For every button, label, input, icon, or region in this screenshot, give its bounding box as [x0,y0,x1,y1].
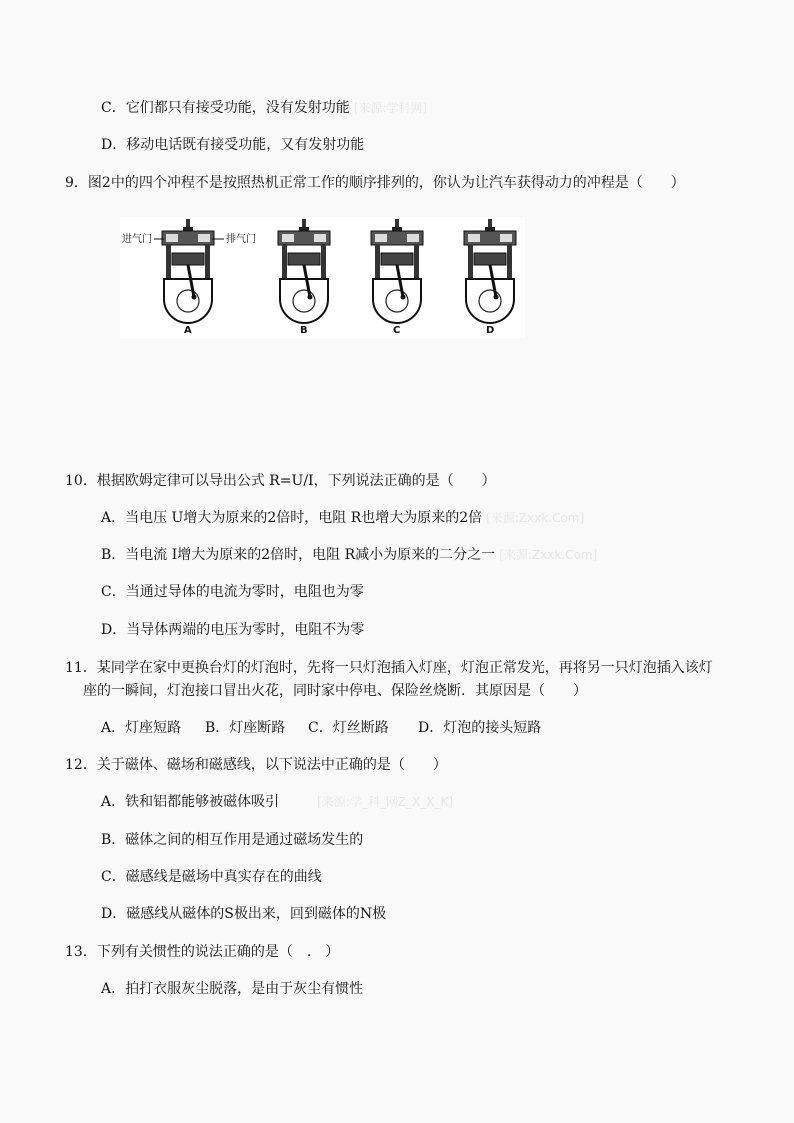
q11-option-b: B．灯座断路 [205,720,286,736]
q10-option-a-text: A．当电压 U增大为原来的2倍时，电阻 R也增大为原来的2倍 [101,510,483,526]
engine-strokes-figure [120,217,525,338]
q10-option-a [101,509,584,527]
q12-option-c: C．磁感线是磁场中真实存在的曲线 [101,869,322,885]
q10-option-c: C．当通过导体的电流为零时，电阻也为零 [101,584,364,600]
q12-stem: 12．关于磁体、磁场和磁感线，以下说法中正确的是（ ） [65,757,447,773]
q11-option-a: A．灯座短路 [101,720,182,736]
exhaust-valve-label: 排气门 [226,234,256,245]
q9-stem: 9．图2中的四个冲程不是按照热机正常工作的顺序排列的，你认为让汽车获得动力的冲程是（ ） [65,175,685,191]
caption-b: B [300,325,308,336]
q8-option-c-text: C．它们都只有接受功能，没有发射功能 [101,100,350,116]
q11-stem-line2: 座的一瞬间，灯泡接口冒出火花，同时家中停电、保险丝烧断．其原因是（ ） [83,683,587,699]
caption-c: C [393,325,401,336]
engine-a [162,219,214,323]
q10-option-d: D．当导体两端的电压为零时，电阻不为零 [101,622,365,638]
watermark: [来源:学_科_网Z_X_X_K] [317,795,454,809]
q11-options [101,719,541,737]
engine-d [464,219,516,323]
engine-strokes-diagram [120,217,525,338]
q11-option-c: C．灯丝断路 [308,720,389,736]
caption-a: A [184,325,192,336]
q10-option-b-text: B．当电流 I增大为原来的2倍时，电阻 R减小为原来的二分之一 [101,547,496,563]
q13-option-a: A．拍打衣服灰尘脱落，是由于灰尘有惯性 [101,981,364,997]
q11-stem-line1: 11．某同学在家中更换台灯的灯泡时，先将一只灯泡插入灯座，灯泡正常发光，再将另一只灯泡插入该灯 [65,660,713,676]
q12-option-d: D．磁感线从磁体的S极出来，回到磁体的N极 [101,906,387,922]
q8-option-d: D．移动电话既有接受功能，又有发射功能 [101,137,365,153]
q12-option-a [101,793,453,811]
q10-stem: 10．根据欧姆定律可以导出公式 R=U/I，下列说法正确的是（ ） [65,473,496,489]
q12-option-b: B．磁体之间的相互作用是通过磁场发生的 [101,832,364,848]
q10-option-b [101,546,597,564]
q13-stem: 13．下列有关惯性的说法正确的是（ . ） [65,944,340,960]
caption-d: D [486,325,495,336]
engine-b [278,219,330,323]
watermark: [来源:Zxxk.Com] [486,511,585,525]
intake-valve-label: 进气门 [122,234,152,245]
q8-option-c [101,99,427,117]
watermark: [来源:Zxxk.Com] [499,548,598,562]
q11-option-d: D．灯泡的接头短路 [418,720,542,736]
engine-c [371,219,423,323]
q12-option-a-text: A．铁和铝都能够被磁体吸引 [101,794,280,810]
watermark: [来源:学科网] [353,101,428,115]
